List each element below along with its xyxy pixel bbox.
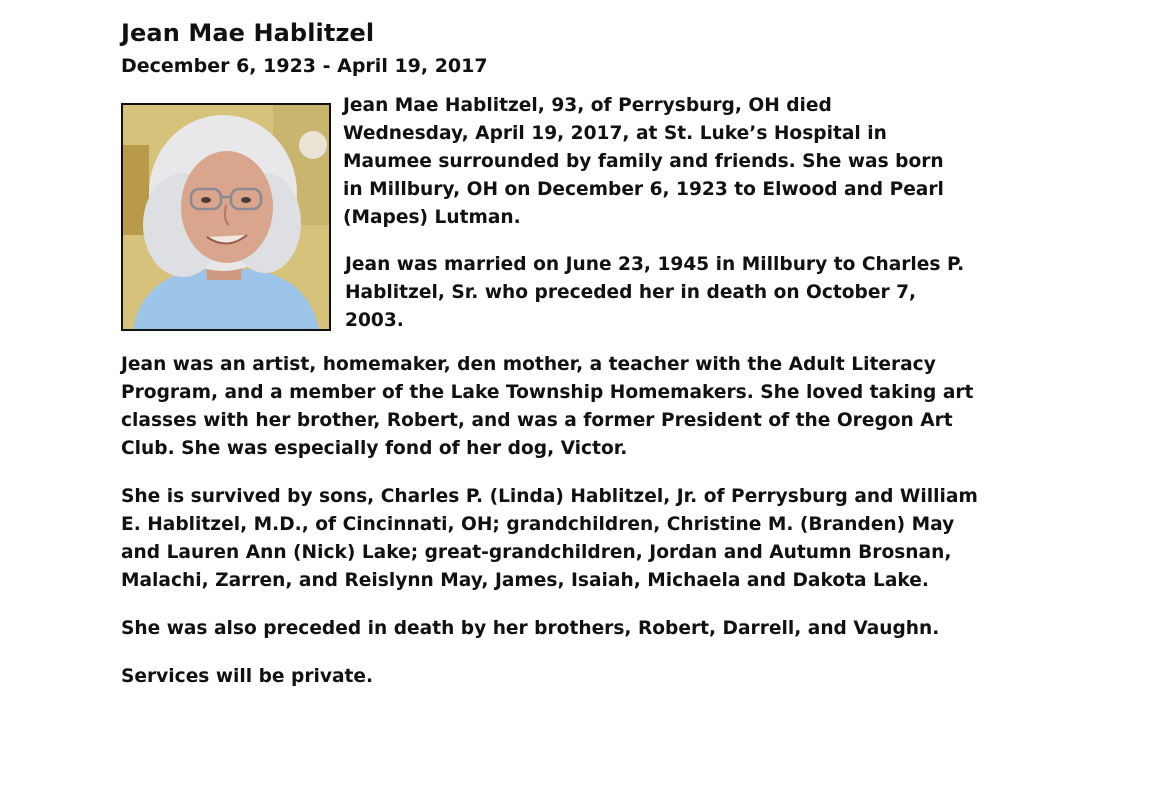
paragraph-marriage: Jean was married on June 23, 1945 in Millbury to Charles P. Hablitzel, Sr. who preceded her in death on October 7, 2003. (345, 254, 965, 331)
photo-eye-left (201, 197, 211, 203)
photo-background-plate (299, 131, 327, 159)
portrait-illustration (123, 105, 329, 329)
obituary-name: Jean Mae Hablitzel (121, 19, 375, 47)
obituary-dates: December 6, 1923 - April 19, 2017 (121, 55, 488, 77)
intro-block (121, 95, 981, 343)
photo-eye-right (241, 197, 251, 203)
obituary-page (121, 18, 981, 691)
paragraph-life: Jean was an artist, homemaker, den mother, a teacher with the Adult Literacy Program, and a member of the Lake Township Homemakers. She loved taking art classes with her brother, Robert, and was a former President of the Oregon Art Club. She was especially fond of her dog, Victor. (121, 354, 974, 459)
paragraph-preceded: She was also preceded in death by her brothers, Robert, Darrell, and Vaughn. (121, 618, 940, 639)
paragraph-survivors: She is survived by sons, Charles P. (Linda) Hablitzel, Jr. of Perrysburg and William E. Hablitzel, M.D., of Cincinnati, OH; grandchildren, Christine M. (Branden) May and Lauren Ann (Nick) Lake; great-grandchildren, Jordan and Autumn Brosnan, Malachi, Zarren, and Reislynn May, James, Isaiah, Michaela and Dakota Lake. (121, 486, 978, 591)
paragraph-services: Services will be private. (121, 666, 374, 687)
paragraph-intro: Jean Mae Hablitzel, 93, of Perrysburg, OH died Wednesday, April 19, 2017, at St. Luke’s Hospital in Maumee surrounded by family and friends. She was born in Millbury, OH on December 6, 1923 to Elwood and Pearl (Mapes) Lutman. (343, 95, 944, 228)
portrait-photo (121, 103, 331, 331)
